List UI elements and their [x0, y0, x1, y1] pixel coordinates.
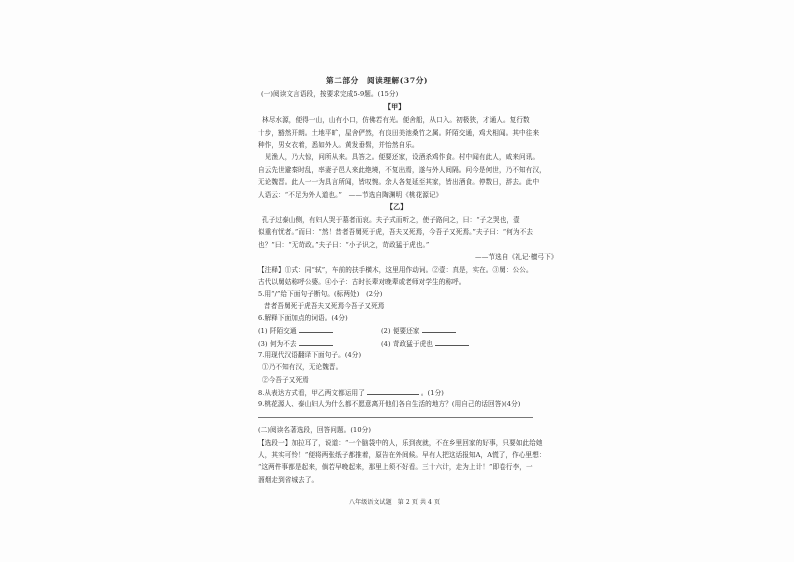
question-7-item: ②今吾子又死焉	[262, 376, 309, 384]
answer-blank	[299, 339, 333, 346]
question-6-item: (3) 何为不去	[258, 339, 335, 348]
question-9: 9.桃花源人、泰山妇人为什么都不愿意离开他们各自生活的地方？(用自己的话回答)(4分)	[258, 400, 521, 408]
passage-yi-line: 孔子过泰山侧，有妇人哭于墓者而哀。夫子式而听之，使子路问之，曰：“子之哭也，壹	[262, 216, 520, 224]
passage-jia-line: 种作，男女衣着，悉如外人。黄发垂髫，并怡然自乐。	[258, 141, 419, 149]
passage-jia-line: 林尽水源，便得一山，山有小口，仿佛若有光。便舍船，从口入。初极狭，才通人。复行数	[262, 116, 530, 124]
question-7: 7.用现代汉语翻译下面句子。(4分)	[258, 351, 362, 359]
answer-blank	[367, 388, 419, 395]
question-6-item: (2) 便要还家	[381, 326, 458, 335]
question-5-sentence: 昔者吾舅死于虎吾夫又死焉今吾子又死焉	[264, 302, 385, 310]
answer-blank	[299, 326, 333, 333]
question-6-item: (4) 苛政猛于虎也	[381, 339, 471, 348]
question-6: 6.解释下面加点的词语。(4分)	[258, 314, 348, 322]
passage-jia-label: 【甲】	[384, 102, 406, 111]
answer-line	[258, 417, 533, 418]
question-6-item: (1) 阡陌交通	[258, 326, 335, 335]
section2-line: “这两件事都是起来，倘若早晚起来，那里上须不好看。三十六计，走为上计！”即卷行李，一	[258, 463, 533, 471]
question-8: 8.从表达方式看，甲乙两文都运用了 。(1分)	[258, 389, 444, 397]
page-footer: 八年级语文试题 第 2 页 共 4 页	[349, 499, 441, 506]
passage-jia-line: 无论魏晋。此人一一为具言所闻，皆叹惋。余人各复延至其家，皆出酒食。停数日，辞去。此中	[258, 178, 540, 186]
passage-yi-label: 【乙】	[386, 202, 408, 211]
answer-blank	[422, 326, 456, 333]
section2-line: 人，其实可怜！”便将两张纸子都推着，原告在外间候。早有人把这话报知A，A慌了，作心里想：	[258, 451, 546, 459]
question-5: 5.用“/”给下面句子断句。(标两处) (2分)	[258, 290, 383, 298]
notes-line: 【注释】①式：同“轼”，车前的扶手横木，这里用作动词。②壹：真是，实在。③舅：公公。	[258, 266, 533, 274]
answer-blank	[435, 339, 469, 346]
section2-line: 溜烟走到省城去了。	[258, 476, 319, 484]
page-title: 第二部分 阅读理解(37分)	[326, 76, 429, 85]
notes-line: 古代以舅姑称呼公婆。④小子：古时长辈对晚辈或老师对学生的称呼。	[258, 278, 466, 286]
section2-line: 【选段一】加拉耳了，说道：“一个脑袋中的人，乐到夜就，不在乡里回家的好事，只要如此给她	[258, 439, 543, 447]
passage-jia-line: 自云先世避秦时乱，率妻子邑人来此绝境，不复出焉，遂与外人间隔。问今是何世，乃不知有汉，	[258, 166, 546, 174]
passage-jia-line: 人语云：“不足为外人道也。” ——节选自陶渊明《桃花源记》	[258, 191, 443, 199]
question-7-item: ①乃不知有汉，无论魏晋。	[262, 363, 343, 371]
passage-yi-line: 也？”曰：“无苛政。”夫子曰：“小子识之，苛政猛于虎也。”	[258, 241, 430, 249]
passage-jia-line: 见渔人，乃大惊，问所从来。具答之。便要还家，设酒杀鸡作食。村中闻有此人，咸来问讯。	[258, 153, 540, 161]
passage-yi-source: ——节选自《礼记·檀弓下》	[475, 253, 558, 261]
section2-intro: (二)阅读名著选段，回答问题。(10分)	[258, 426, 371, 434]
section1-intro: (一)阅读文言语段，按要求完成5-9题。(15分)	[261, 90, 399, 98]
passage-yi-line: 似重有忧者。”而曰：“然！昔者吾舅死于虎，吾夫又死焉，今吾子又死焉。”夫子曰：“何为不去	[258, 228, 534, 236]
passage-jia-line: 十步，豁然开朗。土地平旷，屋舍俨然，有良田美池桑竹之属。阡陌交通，鸡犬相闻。其中往来	[258, 129, 540, 137]
